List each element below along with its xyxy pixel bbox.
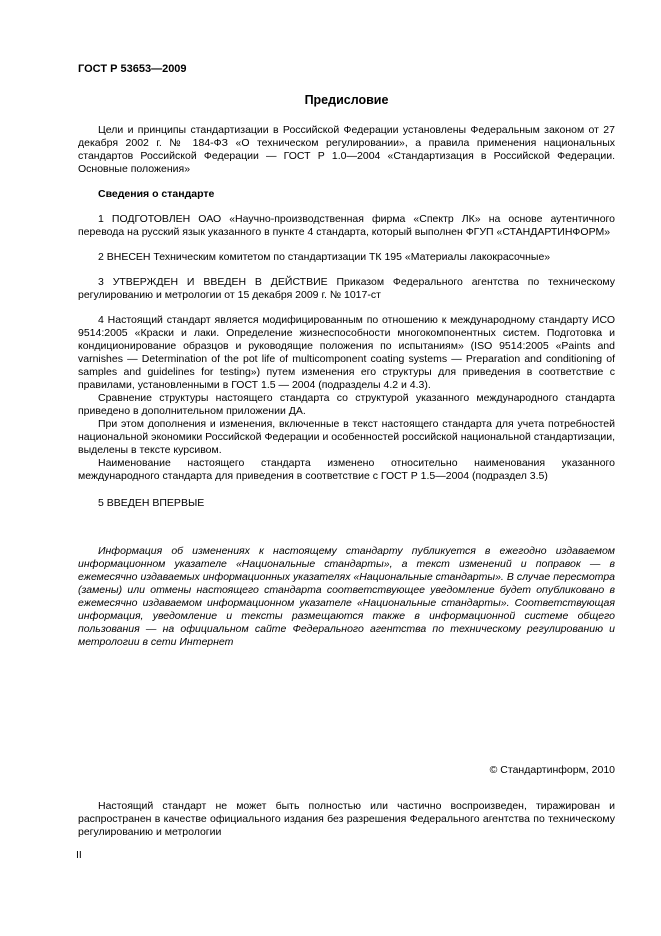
item4-note-title-change: Наименование настоящего стандарта изменено относительно наименования указанного международного стандарта для приведения в соответствие с ГОСТ Р 1.5—2004 (подраздел 3.5) [78,457,615,482]
item4-note-structure-comparison: Сравнение структуры настоящего стандарта со структурой указанного международного стандарта приведено в дополнительном приложении ДА. [78,392,615,417]
standard-number: ГОСТ Р 53653—2009 [78,63,187,75]
standard-info-item-5: 5 ВВЕДЕН ВПЕРВЫЕ [98,497,205,509]
standard-info-item-1: 1 ПОДГОТОВЛЕН ОАО «Научно-производственная фирма «Спектр ЛК» на основе аутентичного перевода на русский язык указанного в пункте 4 стандарта, который выполнен ФГУП «СТАНДАРТИНФОРМ» [78,213,615,238]
amendments-notice: Информация об изменениях к настоящему стандарту публикуется в ежегодно издаваемом информационном указателе «Национальные стандарты», а текст изменений и поправок — в ежемесячно издаваемых информационных указателях «Национальные стандарты». В случае пересмотра (замены) или отмены настоящего стандарта соответствующее уведомление будет опубликовано в ежемесячно издаваемом информационном указателе «Национальные стандарты». Соответствующая информация, уведомление и тексты размещаются также в информационной системе общего пользования — на официальном сайте Федерального агентства по техническому регулированию и метрологии в сети Интернет [78,545,615,648]
reproduction-restriction: Настоящий стандарт не может быть полностью или частично воспроизведен, тиражирован и распространен в качестве официального издания без разрешения Федерального агентства по техническому регулированию и метрологии [78,800,615,838]
standard-info-item-4: 4 Настоящий стандарт является модифицированным по отношению к международному стандарту ИСО 9514:2005 «Краски и лаки. Определение жизнеспособности многокомпонентных систем. Подготовка и кондиционирование образцов и руководящие положения по испытаниям» (ISO 9514:2005 «Paints and varnishes — Determination of the pot life of multicomponent coating systems — Preparation and conditioning of samples and guidelines for testing») путем изменения его структуры для приведения в соответствие с правилами, установленными в ГОСТ 1.5 — 2004 (подразделы 4.2 и 4.3). [78,314,615,391]
item4-note-national-amendments: При этом дополнения и изменения, включенные в текст настоящего стандарта для учета потребностей национальной экономики Российской Федерации и особенностей российской национальной стандартизации, выделены в тексте курсивом. [78,418,615,456]
copyright-line: © Стандартинформ, 2010 [489,764,615,776]
page-title: Предисловие [304,93,389,107]
page-content [78,63,615,649]
page-number: II [76,849,82,861]
intro-paragraph: Цели и принципы стандартизации в Российской Федерации установлены Федеральным законом от 27 декабря 2002 г. № 184-ФЗ «О техническом регулировании», а правила применения национальных стандартов Российской Федерации — ГОСТ Р 1.0—2004 «Стандартизация в Российской Федерации. Основные положения» [78,124,615,175]
standard-info-item-2: 2 ВНЕСЕН Техническим комитетом по стандартизации ТК 195 «Материалы лакокрасочные» [98,251,551,263]
standard-info-heading: Сведения о стандарте [98,188,215,200]
standard-info-item-3: 3 УТВЕРЖДЕН И ВВЕДЕН В ДЕЙСТВИЕ Приказом Федерального агентства по техническому регулированию и метрологии от 15 декабря 2009 г. № 1017-ст [78,276,615,301]
